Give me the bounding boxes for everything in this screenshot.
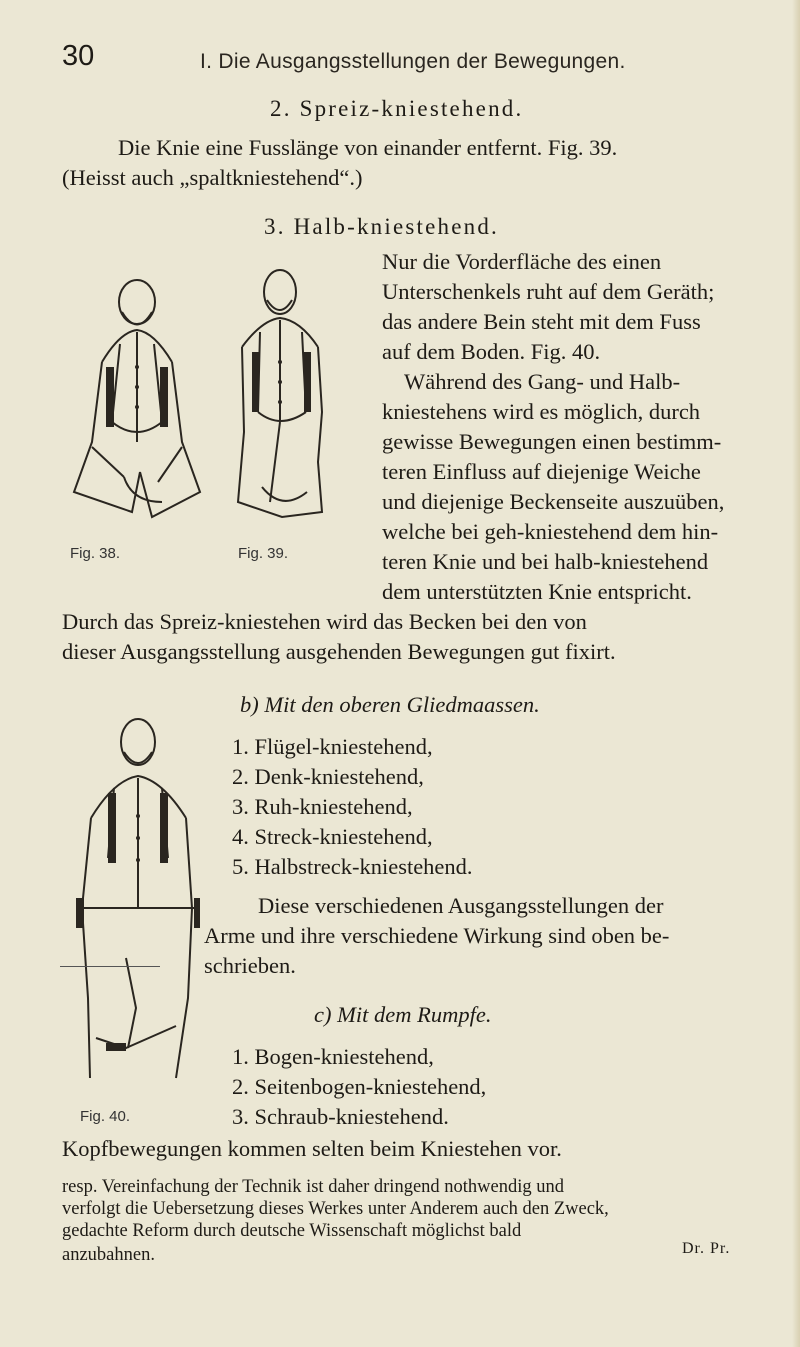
section-3-line-5: Während des Gang- und Halb- — [404, 369, 681, 394]
section-c-item-2: 2. Seitenbogen-kniestehend, — [232, 1074, 487, 1099]
section-2-heading: 2. Spreiz-kniestehend. — [270, 96, 524, 121]
figure-40-drawing — [66, 708, 206, 1106]
section-3-line-4: auf dem Boden. Fig. 40. — [382, 339, 601, 364]
figure-38-caption: Fig. 38. — [70, 545, 121, 562]
footnote-line-4: anzubahnen. — [62, 1245, 155, 1265]
footnote-rule — [60, 966, 160, 967]
running-title: I. Die Ausgangsstellungen der Bewegungen. — [200, 50, 626, 73]
section-3-heading: 3. Halb-kniestehend. — [264, 214, 499, 239]
section-2-line-1: Die Knie eine Fusslänge von einander entfernt. Fig. 39. — [118, 135, 618, 160]
figure-39-drawing — [222, 262, 342, 537]
section-3-line-8: teren Einfluss auf diejenige Weiche — [382, 459, 701, 484]
page-edge-shadow — [792, 0, 800, 1347]
section-c-item-1: 1. Bogen-kniestehend, — [232, 1044, 434, 1069]
section-b-item-4: 4. Streck-kniestehend, — [232, 824, 433, 849]
section-3-line-10: welche bei geh-kniestehend dem hin- — [382, 519, 719, 544]
section-3-line-12: dem unterstützten Knie entspricht. — [382, 579, 692, 604]
figure-40-kneeling-arms — [66, 708, 206, 1106]
figure-40-caption: Fig. 40. — [80, 1108, 131, 1125]
section-b-para-line-3: schrieben. — [204, 953, 296, 978]
section-b-item-1: 1. Flügel-kniestehend, — [232, 734, 433, 759]
section-b-para-line-1: Diese verschiedenen Ausgangsstellungen der — [258, 893, 664, 918]
section-c-heading: c) Mit dem Rumpfe. — [314, 1002, 492, 1027]
section-c-item-3: 3. Schraub-kniestehend. — [232, 1104, 449, 1129]
section-c-closing: Kopfbewegungen kommen selten beim Kniestehen vor. — [62, 1136, 562, 1161]
figure-39-half-kneeling — [222, 262, 342, 537]
section-3-line-11: teren Knie und bei halb-kniestehend — [382, 549, 709, 574]
footnote-signature: Dr. Pr. — [682, 1240, 731, 1257]
figure-38-drawing — [62, 272, 212, 527]
section-b-para-line-2: Arme und ihre verschiedene Wirkung sind oben be- — [204, 923, 670, 948]
footnote-line-2: verfolgt die Uebersetzung dieses Werkes unter Anderem auch den Zweck, — [62, 1199, 609, 1219]
section-3-line-7: gewisse Bewegungen einen bestimm- — [382, 429, 722, 454]
section-b-item-5: 5. Halbstreck-kniestehend. — [232, 854, 473, 879]
section-3-line-2: Unterschenkels ruht auf dem Geräth; — [382, 279, 715, 304]
section-3-line-9: und diejenige Beckenseite auszuüben, — [382, 489, 725, 514]
section-3-full-line-1: Durch das Spreiz-kniestehen wird das Becken bei den von — [62, 609, 587, 634]
page-number: 30 — [62, 40, 95, 72]
footnote-line-3: gedachte Reform durch deutsche Wissenschaft möglichst bald — [62, 1221, 522, 1241]
section-3-line-6: kniestehens wird es möglich, durch — [382, 399, 701, 424]
section-3-line-3: das andere Bein steht mit dem Fuss — [382, 309, 701, 334]
section-3-line-1: Nur die Vorderfläche des einen — [382, 249, 662, 274]
section-b-item-2: 2. Denk-kniestehend, — [232, 764, 424, 789]
figure-39-caption: Fig. 39. — [238, 545, 289, 562]
section-3-full-line-2: dieser Ausgangsstellung ausgehenden Bewegungen gut fixirt. — [62, 639, 616, 664]
figure-38-kneeling-spread — [62, 272, 212, 527]
section-2-line-2: (Heisst auch „spaltkniestehend“.) — [62, 165, 363, 190]
footnote-line-1: resp. Vereinfachung der Technik ist daher dringend nothwendig und — [62, 1177, 565, 1197]
section-b-heading: b) Mit den oberen Gliedmaassen. — [240, 692, 540, 717]
section-b-item-3: 3. Ruh-kniestehend, — [232, 794, 413, 819]
